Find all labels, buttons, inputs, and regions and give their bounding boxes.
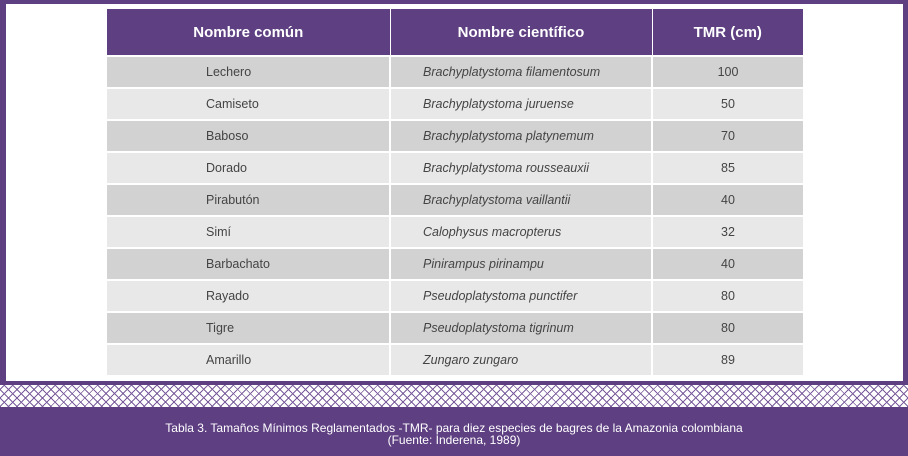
cell-tmr: 40: [652, 184, 803, 216]
cell-scientific-name: Brachyplatystoma rousseauxii: [390, 152, 652, 184]
cell-tmr: 40: [652, 248, 803, 280]
cell-scientific-name: Brachyplatystoma juruense: [390, 88, 652, 120]
decorative-pattern-band: [0, 385, 908, 407]
header-scientific-name: Nombre científico: [390, 9, 652, 55]
caption-line-1: Tabla 3. Tamaños Mínimos Reglamentados -TMR- para diez especies de bagres de la Amazonia colombiana: [165, 421, 743, 435]
cell-scientific-name: Brachyplatystoma platynemum: [390, 120, 652, 152]
cell-common-name: Tigre: [107, 312, 390, 344]
cell-common-name: Simí: [107, 216, 390, 248]
table-row: [107, 152, 803, 184]
cell-tmr: 70: [652, 120, 803, 152]
table-row: [107, 312, 803, 344]
header-common-name: Nombre común: [107, 9, 390, 55]
table-row: [107, 120, 803, 152]
table-header-row: [107, 9, 803, 55]
table-row: [107, 280, 803, 312]
table-caption: [0, 422, 908, 446]
table-row: [107, 57, 803, 88]
cell-common-name: Lechero: [107, 57, 390, 88]
cell-common-name: Pirabutón: [107, 184, 390, 216]
species-table: [107, 9, 803, 377]
cell-tmr: 32: [652, 216, 803, 248]
table-row: [107, 216, 803, 248]
header-tmr: TMR (cm): [652, 9, 803, 55]
cell-tmr: 89: [652, 344, 803, 376]
cell-scientific-name: Calophysus macropterus: [390, 216, 652, 248]
cell-tmr: 85: [652, 152, 803, 184]
cell-common-name: Rayado: [107, 280, 390, 312]
cell-common-name: Barbachato: [107, 248, 390, 280]
table-row: [107, 184, 803, 216]
table-row: [107, 344, 803, 376]
cell-tmr: 100: [652, 57, 803, 88]
cell-scientific-name: Brachyplatystoma filamentosum: [390, 57, 652, 88]
cell-scientific-name: Zungaro zungaro: [390, 344, 652, 376]
cell-scientific-name: Pinirampus pirinampu: [390, 248, 652, 280]
table-row: [107, 88, 803, 120]
cell-common-name: Dorado: [107, 152, 390, 184]
cell-tmr: 80: [652, 312, 803, 344]
cell-scientific-name: Pseudoplatystoma tigrinum: [390, 312, 652, 344]
cell-common-name: Camiseto: [107, 88, 390, 120]
caption-line-2: (Fuente: Inderena, 1989): [387, 433, 521, 447]
cell-tmr: 80: [652, 280, 803, 312]
table-row: [107, 248, 803, 280]
cell-common-name: Amarillo: [107, 344, 390, 376]
cell-scientific-name: Pseudoplatystoma punctifer: [390, 280, 652, 312]
cell-common-name: Baboso: [107, 120, 390, 152]
cell-tmr: 50: [652, 88, 803, 120]
cell-scientific-name: Brachyplatystoma vaillantii: [390, 184, 652, 216]
